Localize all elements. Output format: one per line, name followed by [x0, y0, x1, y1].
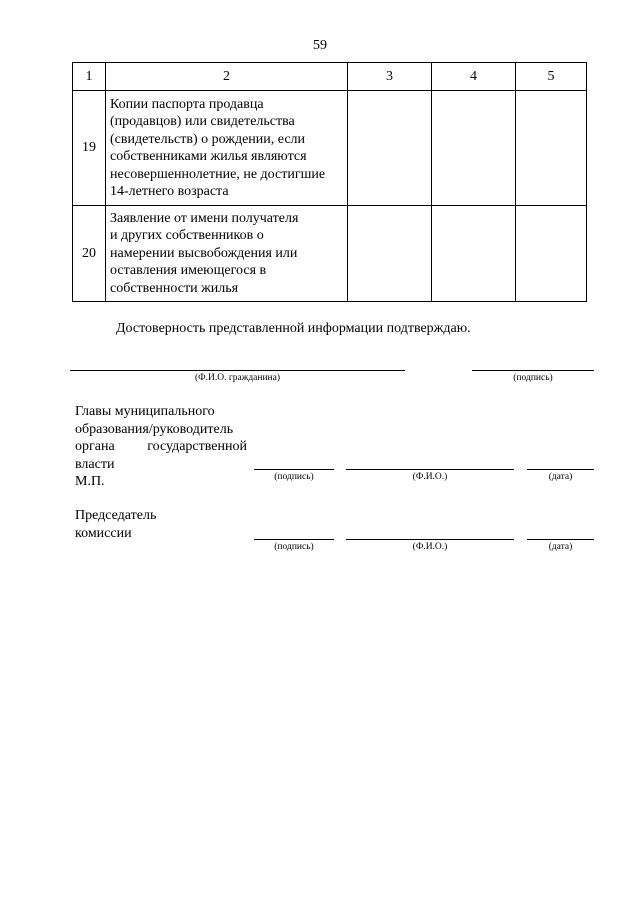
text-line: (свидетельств) о рождении, если [110, 131, 306, 147]
chair-date-line [527, 539, 594, 540]
text-line: 14-летнего возраста [110, 184, 229, 199]
stamp-place-label: М.П. [75, 474, 105, 489]
text-line: собственности жилья [110, 280, 239, 296]
empty-cell [432, 206, 516, 302]
table-row [73, 206, 587, 302]
head-title [75, 403, 247, 491]
row-description [106, 206, 348, 302]
row-number: 20 [73, 206, 106, 302]
head-signature-line [254, 469, 334, 470]
head-fio-line [346, 469, 514, 470]
text-line: Главы муниципального [75, 404, 215, 419]
documents-table [72, 62, 587, 302]
text-line: оставления имеющегося в [110, 263, 267, 279]
text-line: Копии паспорта продавца [110, 96, 264, 112]
empty-cell [432, 91, 516, 206]
chair-date-caption: (дата) [548, 542, 573, 552]
text-line: комиссии [75, 525, 132, 541]
head-signature-caption: (подпись) [274, 472, 314, 482]
text-line: намерении высвобождения или [110, 245, 298, 261]
text-line: Заявление от имени получателя [110, 210, 299, 226]
table-row [73, 91, 587, 206]
text-line: и других собственников о [110, 228, 264, 244]
chair-signature-caption: (подпись) [274, 542, 314, 552]
confirmation-text: Достоверность представленной информации подтверждаю. [116, 321, 471, 336]
header-cell: 1 [73, 63, 106, 91]
text-line: власти [75, 456, 115, 472]
head-date-line [527, 469, 594, 470]
chair-fio-line [346, 539, 514, 540]
empty-cell [348, 206, 432, 302]
header-cell: 3 [348, 63, 432, 91]
citizen-fio-line [70, 370, 405, 371]
text-line: органа государственной [75, 439, 247, 454]
text-line: несовершеннолетние, не достигшие [110, 166, 326, 182]
chair-fio-caption: (Ф.И.О.) [412, 542, 448, 552]
text-line: (продавцов) или свидетельства [110, 114, 295, 129]
head-date-caption: (дата) [548, 472, 573, 482]
chair-signature-line [254, 539, 334, 540]
empty-cell [348, 91, 432, 206]
text-line: собственниками жилья являются [110, 149, 307, 164]
citizen-signature-line [472, 370, 594, 371]
table-header-row [73, 63, 587, 91]
text-line: образования/руководитель [75, 421, 234, 437]
header-cell: 5 [516, 63, 587, 91]
row-number: 19 [73, 91, 106, 206]
header-cell: 2 [106, 63, 348, 91]
citizen-signature-caption: (подпись) [513, 373, 553, 383]
citizen-fio-caption: (Ф.И.О. гражданина) [195, 373, 280, 383]
page-number: 59 [313, 38, 327, 53]
header-cell: 4 [432, 63, 516, 91]
head-fio-caption: (Ф.И.О.) [412, 472, 448, 482]
row-description [106, 91, 348, 206]
chair-title [75, 507, 156, 542]
empty-cell [516, 206, 587, 302]
empty-cell [516, 91, 587, 206]
text-line: Председатель [75, 508, 157, 523]
